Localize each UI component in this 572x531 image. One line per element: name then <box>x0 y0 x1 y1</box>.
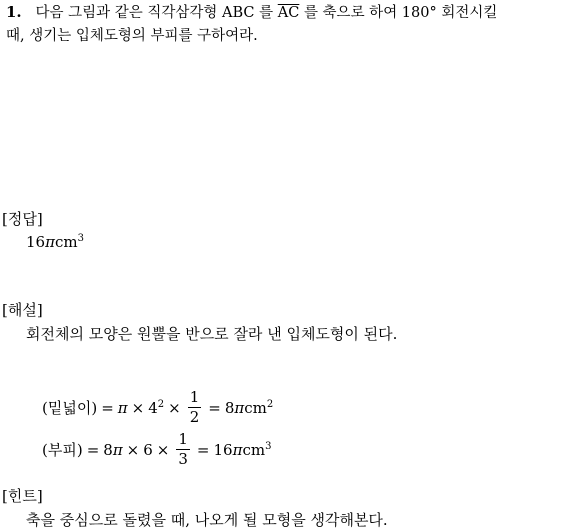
question-number: 1. <box>6 3 22 21</box>
answer-coef: 16 <box>26 233 46 251</box>
explanation-label: [해설] <box>2 301 43 319</box>
eq1-equals: = <box>101 398 114 417</box>
eq2-coef: 8 <box>103 440 113 459</box>
eq2-equals-2: = <box>196 440 210 459</box>
answer-exponent: 3 <box>77 233 84 244</box>
question-line-1 <box>6 2 497 23</box>
eq2-result-coef: 16 <box>213 440 233 459</box>
equation-base-area <box>42 390 273 425</box>
eq2-times-1: × <box>126 440 140 459</box>
eq2-fraction-numerator: 1 <box>178 430 188 448</box>
eq2-result-pi: π <box>232 440 243 459</box>
question-text-part-2: 를 축으로 하여 180° 회전시킬 <box>303 5 498 21</box>
answer-value <box>26 233 84 251</box>
eq1-pi: π <box>117 398 128 417</box>
eq1-result-pi: π <box>234 398 245 417</box>
hint-label: [힌트] <box>2 487 43 505</box>
eq2-mid: 6 <box>143 440 153 459</box>
eq2-coef-pi <box>103 441 122 459</box>
eq2-result <box>214 441 272 459</box>
eq2-lhs: (부피) <box>42 441 83 459</box>
eq1-base: 4 <box>148 398 158 417</box>
eq1-fraction-denominator: 2 <box>189 408 200 426</box>
eq1-fraction <box>188 390 202 425</box>
eq1-times-1: × <box>131 398 145 417</box>
eq2-result-unit: cm <box>242 440 266 459</box>
eq1-result-exponent: 2 <box>266 398 274 410</box>
eq2-equals: = <box>86 440 100 459</box>
eq2-result-exponent: 3 <box>265 440 272 452</box>
eq1-fraction-numerator: 1 <box>189 388 200 406</box>
eq1-exponent: 2 <box>157 398 165 410</box>
eq2-times-2: × <box>156 440 170 459</box>
explanation-text: 회전체의 모양은 원뿔을 반으로 잘라 낸 입체도형이 된다. <box>26 325 398 343</box>
eq1-result-unit: cm <box>244 398 267 417</box>
eq2-pi: π <box>112 440 123 459</box>
eq1-power <box>148 399 164 417</box>
eq1-times-2: × <box>168 398 181 417</box>
question-text-part-1: 다음 그림과 같은 직각삼각형 ABC 를 <box>35 5 274 21</box>
eq2-fraction <box>176 432 190 467</box>
eq1-result <box>225 399 273 417</box>
eq1-result-coef: 8 <box>224 398 235 417</box>
hint-text: 축을 중심으로 돌렸을 때, 나오게 될 모형을 생각해본다. <box>26 511 388 529</box>
answer-unit: cm <box>54 233 78 251</box>
eq1-equals-2: = <box>208 398 221 417</box>
segment-ac: $\overline{AC}$ <box>277 5 300 21</box>
eq1-lhs: (밑넓이) <box>42 399 98 417</box>
eq2-fraction-denominator: 3 <box>178 450 188 468</box>
question-line-2: 때, 생기는 입체도형의 부피를 구하여라. <box>6 28 258 44</box>
equation-volume <box>42 432 271 467</box>
answer-pi: π <box>45 233 55 251</box>
answer-label: [정답] <box>2 210 43 228</box>
